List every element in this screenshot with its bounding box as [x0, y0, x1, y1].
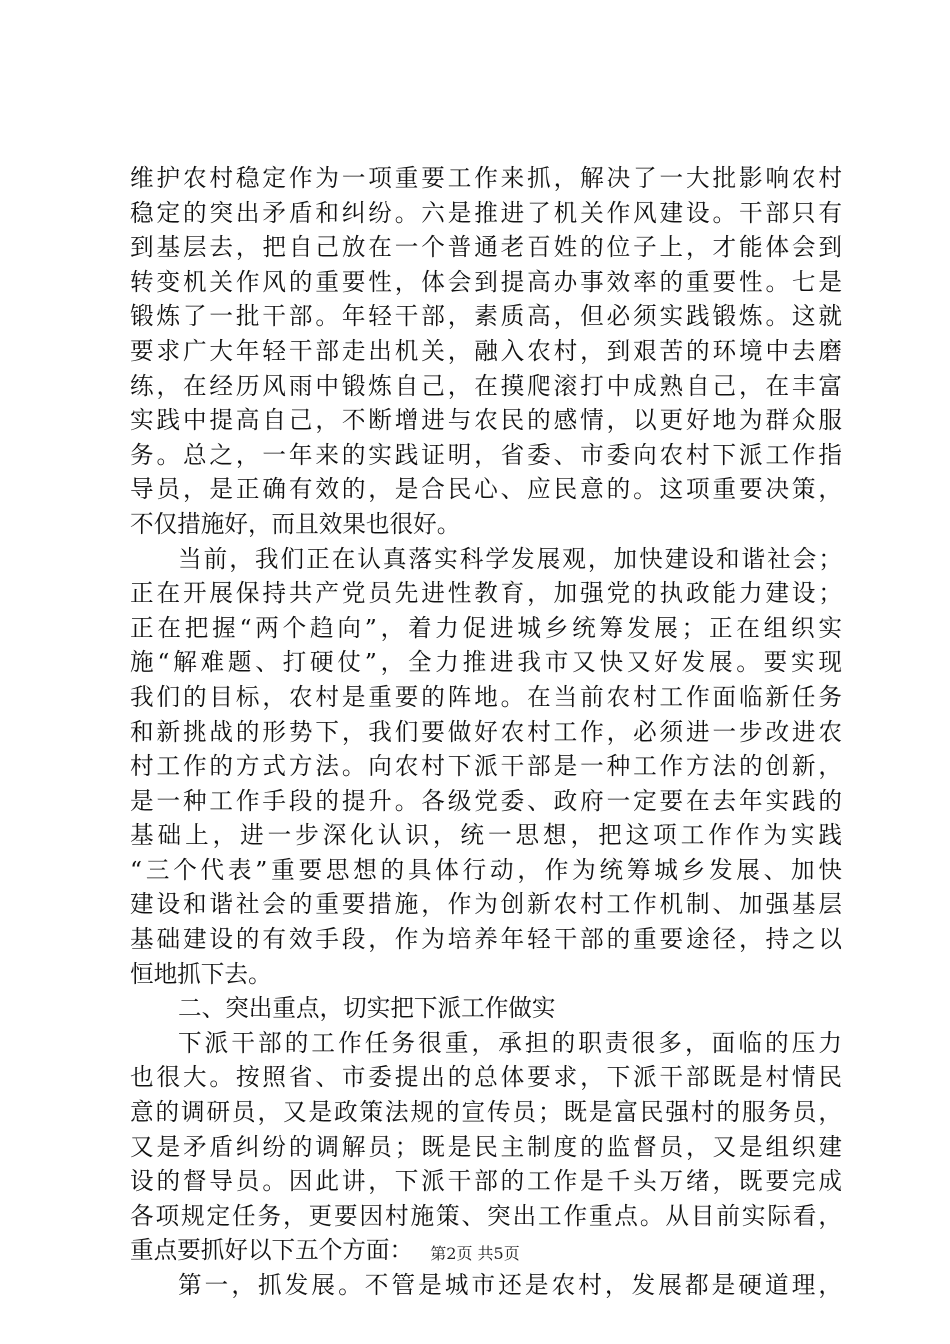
- text-line: 锻炼了一批干部。年轻干部，素质高，但必须实践锻炼。这就: [130, 302, 842, 331]
- text-line: 各项规定任务，更要因村施策、突出工作重点。从目前实际看，: [130, 1201, 842, 1230]
- text-line: 恒地抓下去。: [130, 959, 272, 988]
- text-line: 建设和谐社会的重要措施，作为创新农村工作机制、加强基层: [130, 890, 842, 919]
- text-line: 重点要抓好以下五个方面：: [130, 1236, 414, 1265]
- text-line: 正在开展保持共产党员先进性教育，加强党的执政能力建设；: [130, 579, 842, 608]
- text-line: 村工作的方式方法。向农村下派干部是一种工作方法的创新，: [130, 752, 842, 781]
- text-line: 是一种工作手段的提升。各级党委、政府一定要在去年实践的: [130, 786, 842, 815]
- text-line: 不仅措施好，而且效果也很好。: [130, 509, 461, 538]
- text-line: 第一，抓发展。不管是城市还是农村，发展都是硬道理，: [178, 1271, 842, 1299]
- page-footer: 第2页 共5页: [430, 1244, 520, 1263]
- text-line: “三个代表”重要思想的具体行动，作为统筹城乡发展、加快: [130, 855, 842, 884]
- text-line: 实践中提高自己，不断增进与农民的感情，以更好地为群众服: [130, 406, 842, 435]
- text-line: 施“解难题、打硬仗”，全力推进我市又快又好发展。要实现: [130, 648, 842, 677]
- text-line: 也很大。按照省、市委提出的总体要求，下派干部既是村情民: [130, 1063, 842, 1092]
- text-line: 到基层去，把自己放在一个普通老百姓的位子上，才能体会到: [130, 233, 842, 262]
- text-line: 基础建设的有效手段，作为培养年轻干部的重要途径，持之以: [130, 925, 842, 954]
- text-line: 我们的目标，农村是重要的阵地。在当前农村工作面临新任务: [130, 682, 842, 711]
- text-line: 设的督导员。因此讲，下派干部的工作是千头万绪，既要完成: [130, 1167, 842, 1196]
- text-line: 要求广大年轻干部走出机关，融入农村，到艰苦的环境中去磨: [130, 336, 842, 365]
- text-line: 又是矛盾纠纷的调解员；既是民主制度的监督员，又是组织建: [130, 1132, 842, 1161]
- text-line: 务。总之，一年来的实践证明，省委、市委向农村下派工作指: [130, 440, 842, 469]
- text-line: 和新挑战的形势下，我们要做好农村工作，必须进一步改进农: [130, 717, 842, 746]
- text-line: 正在把握“两个趋向”，着力促进城乡统筹发展；正在组织实: [130, 613, 842, 642]
- text-line: 维护农村稳定作为一项重要工作来抓，解决了一大批影响农村: [130, 164, 842, 192]
- text-line: 意的调研员，又是政策法规的宣传员；既是富民强村的服务员，: [130, 1098, 842, 1127]
- text-line: 练，在经历风雨中锻炼自己，在摸爬滚打中成熟自己，在丰富: [130, 371, 842, 400]
- text-line: 基础上，进一步深化认识，统一思想，把这项工作作为实践: [130, 821, 842, 850]
- text-line: 转变机关作风的重要性，体会到提高办事效率的重要性。七是: [130, 267, 842, 296]
- document-body: [130, 161, 842, 1303]
- text-line: 导员，是正确有效的，是合民心、应民意的。这项重要决策，: [130, 475, 842, 504]
- text-line: 下派干部的工作任务很重，承担的职责很多，面临的压力: [178, 1028, 842, 1057]
- text-line: 二、突出重点，切实把下派工作做实: [178, 994, 556, 1023]
- text-line: 稳定的突出矛盾和纠纷。六是推进了机关作风建设。干部只有: [130, 198, 842, 227]
- text-line: 当前，我们正在认真落实科学发展观，加快建设和谐社会；: [178, 544, 842, 573]
